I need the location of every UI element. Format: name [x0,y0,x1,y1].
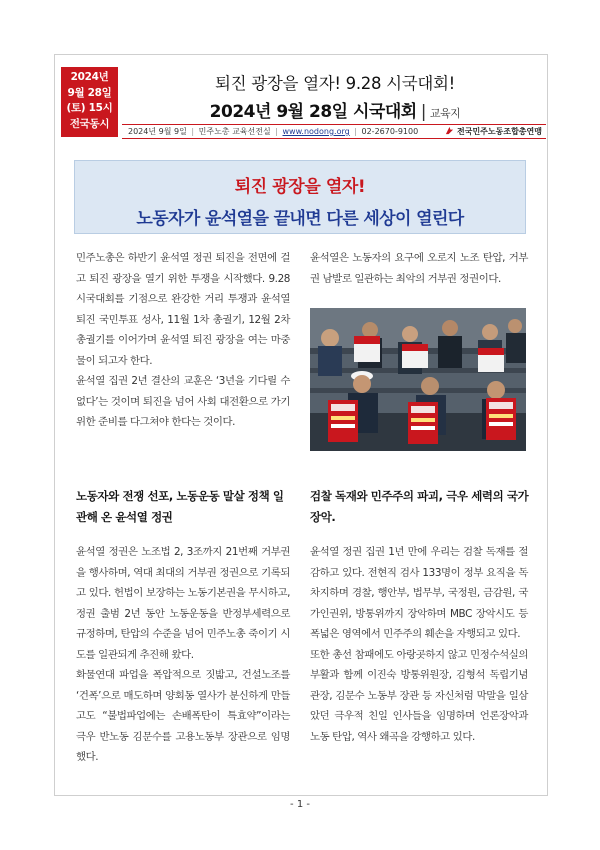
prosecution-paragraph-1: 윤석열 정권 집권 1년 만에 우리는 검찰 독재를 절감하고 있다. 전현직 검사 133명이 정부 요직을 독차지하며 경찰, 행안부, 법무부, 국정원, 금감원, 국가인권위, 방통위까지 장악하며 MBC 장악시도 등 폭넓은 영역에서 민주주의 훼손을 자행되고 있다. [310,546,528,640]
website-link[interactable]: www.nodong.org [282,127,350,136]
labor-paragraph-1: 윤석열 정권은 노조법 2, 3조까지 21번째 거부권을 행사하며, 역대 최대의 거부권 정권으로 기록되고 있다. 헌법이 보장하는 노동기본권을 무시하고, 정권 출범 2년 동안 노동운동을 반정부세력으로 규정하며, 탄압의 수준을 넘어 민주노총 죽이기 시도를 일관되게 추진해 왔다. [76,546,290,661]
right-intro-paragraph [310,248,528,289]
info-separator: | [275,127,278,136]
badge-line-1: 2024년 [70,71,109,83]
badge-line-4: 전국동시 [69,117,110,130]
publication-info-bar [122,124,546,139]
department: 민주노총 교육선전실 [198,127,271,136]
intro-paragraph-2: 윤석열 집권 2년 결산의 교훈은 ‘3년을 기다릴 수 없다’는 것이며 퇴진을 넘어 사회 대전환으로 가기 위한 준비를 다그쳐야 한다는 것이다. [76,375,290,428]
issue-date: 2024년 9월 9일 [128,127,187,136]
intro-paragraph-1: 민주노총은 하반기 윤석열 정권 퇴진을 전면에 걸고 퇴진 광장을 열기 위한 투쟁을 시작했다. 9.28 시국대회를 기점으로 완강한 거리 투쟁과 윤석열 퇴진 국민투표 성사, 11월 1차 총궐기, 12월 2차 총궐기를 이어가며 윤석열 퇴진 광장을 여는 마중물이 되고자 한다. [76,252,290,367]
kctu-logo-icon [445,125,454,138]
info-separator: | [191,127,195,136]
info-separator: | [354,127,357,136]
headline-banner [74,160,526,234]
prosecution-paragraph-2: 또한 총선 참패에도 아랑곳하지 않고 민정수석실의 부활과 함께 이진숙 방통위원장, 김형석 독립기념관장, 김문수 노동부 장관 등 자신처럼 막말을 일삼았던 극우적 친일 인사들을 임명하며 언론장악과 노동 탄압, 역사 왜곡을 강행하고 있다. [310,648,528,743]
banner-headline: 퇴진 광장을 열자! [234,177,366,197]
doc-type-label: 교육지 [429,107,461,120]
event-date-badge [61,67,118,137]
protest-photo [310,308,526,451]
labor-paragraph-2: 화물연대 파업을 폭압적으로 짓밟고, 건설노조를 ‘건폭’으로 매도하며 양회동 열사가 분신하게 만들고도 “불법파업에는 손배폭탄이 특효약”이라는 극우 반노동 김문수를 고용노동부 장관으로 임명했다. [76,669,290,763]
organization-name: 전국민주노동조합총연맹 [456,127,542,136]
protest-photo-illustration [310,308,526,451]
right-body-section [310,542,528,747]
header-title: 퇴진 광장을 열자! 9.28 시국대회! [215,74,455,93]
info-left [128,125,418,138]
section-heading-prosecution: 검찰 독재와 민주주의 파괴, 극우 세력의 국가 장악. [310,489,529,524]
page-number: - 1 - [290,799,310,810]
badge-line-2: 9월 28일 [67,86,112,99]
veto-paragraph: 윤석열은 노동자의 요구에 오로지 노조 탄압, 거부권 남발로 일관하는 최악의 거부권 정권이다. [310,252,528,285]
section-heading-labor: 노동자와 전쟁 선포, 노동운동 말살 정책 일관해 온 윤석열 정권 [76,489,284,524]
left-body-section [76,542,290,768]
event-date-title: 2024년 9월 28일 시국대회 [209,102,417,122]
badge-line-3: (토) 15시 [66,102,113,114]
header-subtitle [122,97,548,122]
banner-subheadline: 노동자가 윤석열을 끝내면 다른 세상이 열린다 [136,209,464,229]
title-separator: | [420,102,426,122]
info-right [445,125,542,138]
phone-number: 02-2670-9100 [361,127,419,136]
left-intro-paragraph [76,248,290,433]
